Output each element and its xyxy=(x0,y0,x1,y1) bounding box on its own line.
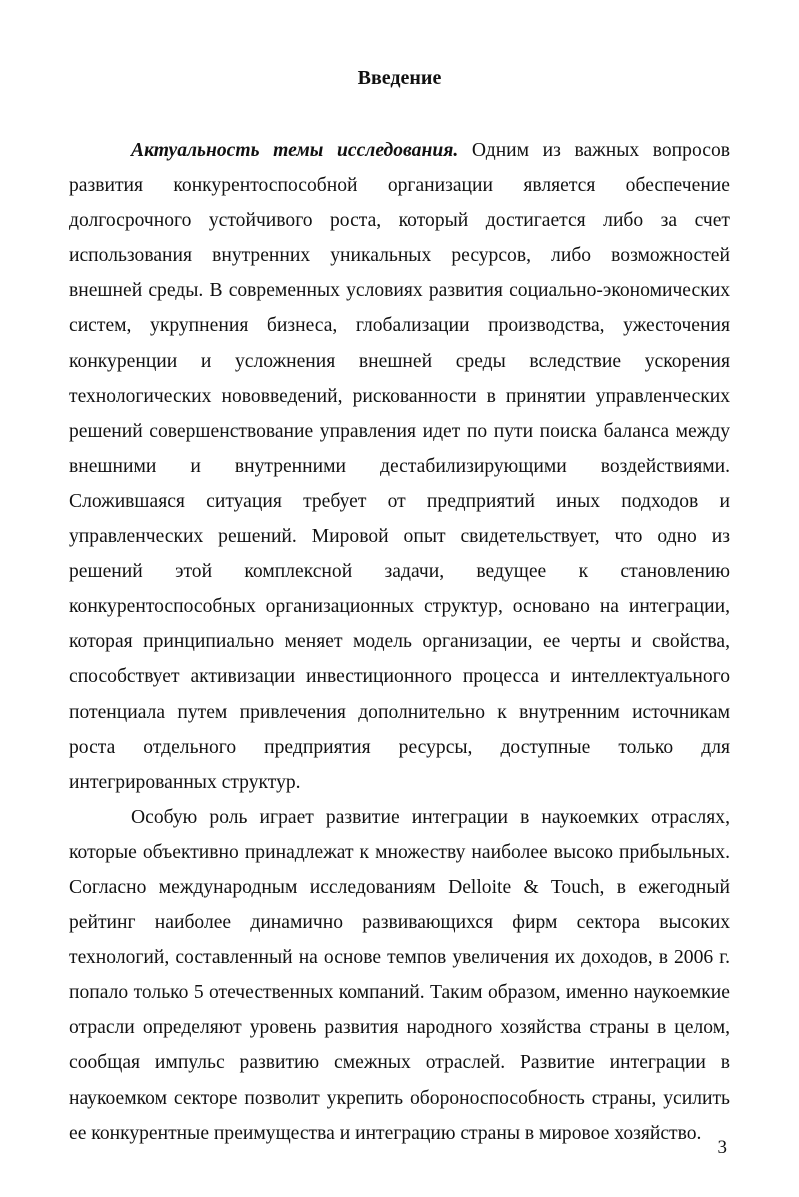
page-title: Введение xyxy=(357,67,442,89)
paragraph-text: Одним из важных вопросов развития конкурентоспособной организации является обеспечение долгосрочного устойчивого роста, который достигается либо за счет использования внутренних уникальных ресурсов, либо возможностей внешней среды. В современных условиях развития социально-экономических систем, укрупнения бизнеса, глобализации производства, ужесточения конкуренции и усложнения внешней среды вследствие ускорения технологических нововведений, рискованности в принятии управленческих решений совершенствование управления идет по пути поиска баланса между внешними и внутренними дестабилизирующими воздействиями. Сложившаяся ситуация требует от предприятий иных подходов и управленческих решений. Мировой опыт свидетельствует, что одно из решений этой комплексной задачи, ведущее к становлению конкурентоспособных организационных структур, основано на интеграции, которая принципиально меняет модель организации, ее черты и свойства, способствует активизации инвестиционного процесса и интеллектуального потенциала путем привлечения дополнительно к внутренним источникам роста отдельного предприятия ресурсы, доступные только для интегрированных структур. xyxy=(69,140,730,793)
body-text xyxy=(69,133,730,1151)
paragraph-science-intensive xyxy=(69,800,730,1151)
paragraph-lead-heading: Актуальность темы исследования. xyxy=(131,140,459,161)
paragraph-text: Особую роль играет развитие интеграции в наукоемких отраслях, которые объективно принадлежат к множеству наиболее высоко прибыльных. Согласно международным исследованиям Delloite & Touch, в ежегодный рейтинг наиболее динамично развивающихся фирм сектора высоких технологий, составленный на основе темпов увеличения их доходов, в 2006 г. попало только 5 отечественных компаний. Таким образом, именно наукоемкие отрасли определяют уровень развития народного хозяйства страны в целом, сообщая импульс развитию смежных отраслей. Развитие интеграции в наукоемком секторе позволит укрепить обороноспособность страны, усилить ее конкурентные преимущества и интеграцию страны в мировое хозяйство. xyxy=(69,806,730,1144)
page-number: 3 xyxy=(717,1137,727,1158)
paragraph-relevance xyxy=(69,133,730,800)
